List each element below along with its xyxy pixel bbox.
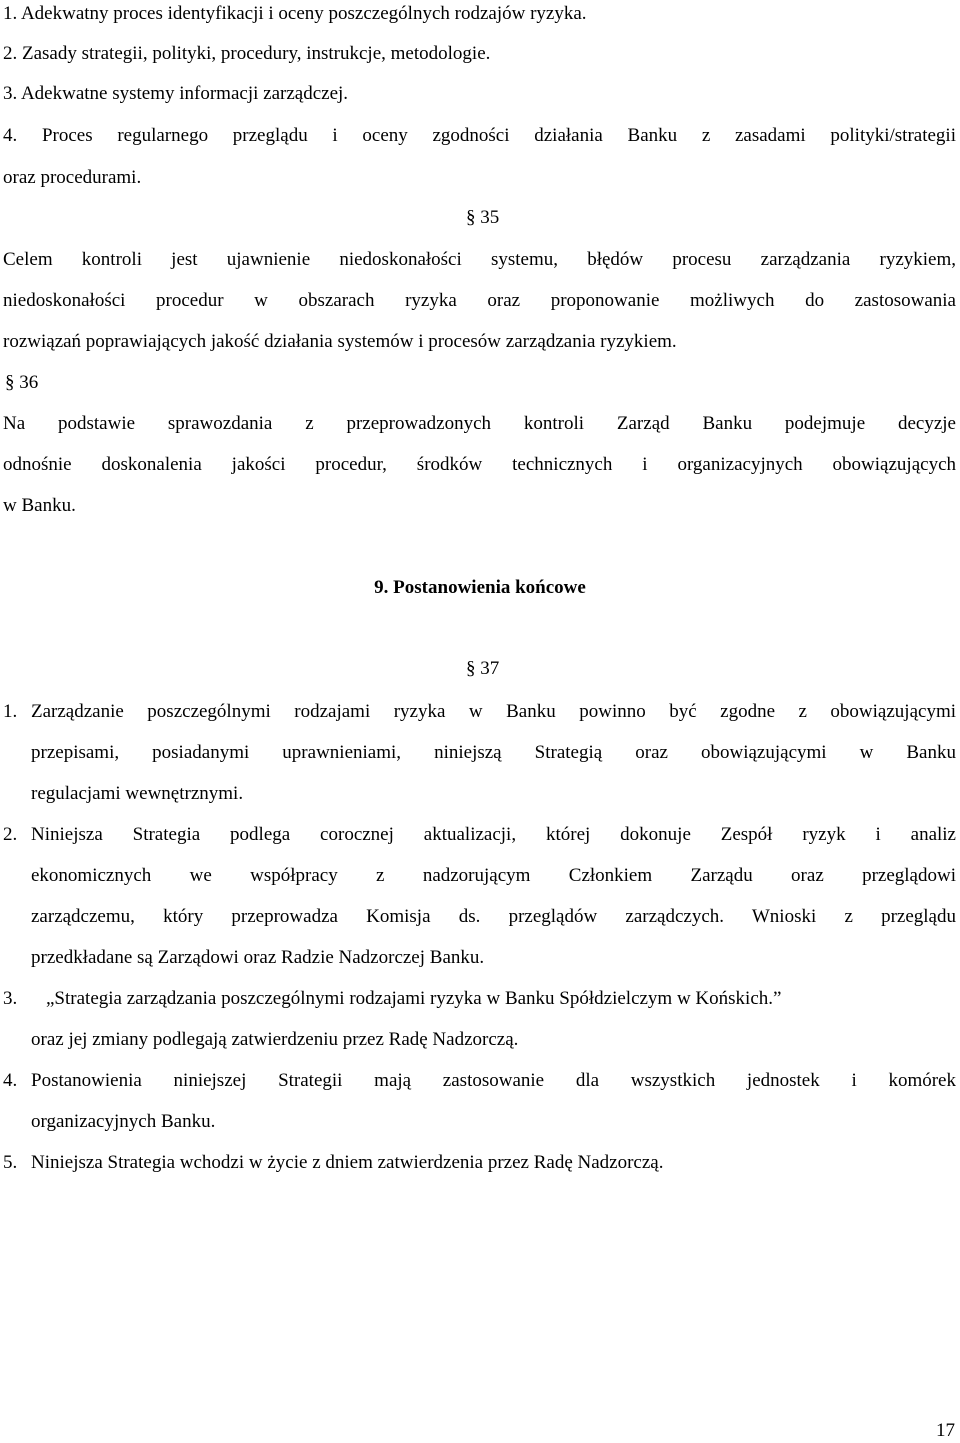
list-item: 4. Proces regularnego przeglądu i oceny zgodności działania Banku z zasadami polityki/strategii: [3, 125, 956, 146]
list-item: 3. Adekwatne systemy informacji zarządczej.: [3, 83, 349, 104]
paragraph-line: w Banku.: [3, 495, 76, 516]
list-item-continuation: oraz procedurami.: [3, 167, 142, 188]
list-item-line: przedkładane są Zarządowi oraz Radzie Nadzorczej Banku.: [31, 947, 485, 968]
list-item-line: Postanowienia niniejszej Strategii mają zastosowanie dla wszystkich jednostek i komórek: [31, 1070, 956, 1091]
section-label: § 37: [466, 658, 500, 679]
list-item-line: „Strategia zarządzania poszczególnymi rodzajami ryzyka w Banku Spółdzielczym w Końskich.”: [46, 988, 782, 1009]
list-item-line: organizacyjnych Banku.: [31, 1111, 216, 1132]
list-item: 2. Zasady strategii, polityki, procedury, instrukcje, metodologie.: [3, 43, 491, 64]
list-number: 1.: [3, 701, 18, 722]
list-item-line: oraz jej zmiany podlegają zatwierdzeniu przez Radę Nadzorczą.: [31, 1029, 519, 1050]
paragraph-line: niedoskonałości procedur w obszarach ryzyka oraz proponowanie możliwych do zastosowania: [3, 290, 956, 311]
section-label: § 35: [466, 207, 500, 228]
list-item-line: ekonomicznych we współpracy z nadzorującym Członkiem Zarządu oraz przeglądowi: [31, 865, 956, 886]
paragraph-line: rozwiązań poprawiających jakość działania systemów i procesów zarządzania ryzykiem.: [3, 331, 677, 352]
list-item-line: Niniejsza Strategia wchodzi w życie z dniem zatwierdzenia przez Radę Nadzorczą.: [31, 1152, 664, 1173]
list-number: 3.: [3, 988, 18, 1009]
section-label: § 36: [5, 372, 39, 393]
list-item: 1. Adekwatny proces identyfikacji i oceny poszczególnych rodzajów ryzyka.: [3, 3, 587, 24]
list-number: 2.: [3, 824, 18, 845]
list-item-line: Niniejsza Strategia podlega corocznej aktualizacji, której dokonuje Zespół ryzyk i analiz: [31, 824, 956, 845]
list-item-line: regulacjami wewnętrznymi.: [31, 783, 244, 804]
paragraph-line: Celem kontroli jest ujawnienie niedoskonałości systemu, błędów procesu zarządzania ryzykiem,: [3, 249, 956, 270]
list-item-line: Zarządzanie poszczególnymi rodzajami ryzyka w Banku powinno być zgodne z obowiązującymi: [31, 701, 956, 722]
list-number: 4.: [3, 1070, 18, 1091]
list-number: 5.: [3, 1152, 18, 1173]
paragraph-line: Na podstawie sprawozdania z przeprowadzonych kontroli Zarząd Banku podejmuje decyzje: [3, 413, 956, 434]
chapter-heading: 9. Postanowienia końcowe: [374, 577, 586, 598]
list-item-line: przepisami, posiadanymi uprawnieniami, niniejszą Strategią oraz obowiązującymi w Banku: [31, 742, 956, 763]
list-item-line: zarządczemu, który przeprowadza Komisja ds. przeglądów zarządczych. Wnioski z przeglądu: [31, 906, 956, 927]
paragraph-line: odnośnie doskonalenia jakości procedur, środków technicznych i organizacyjnych obowiązujących: [3, 454, 956, 475]
page-number: 17: [936, 1420, 955, 1441]
